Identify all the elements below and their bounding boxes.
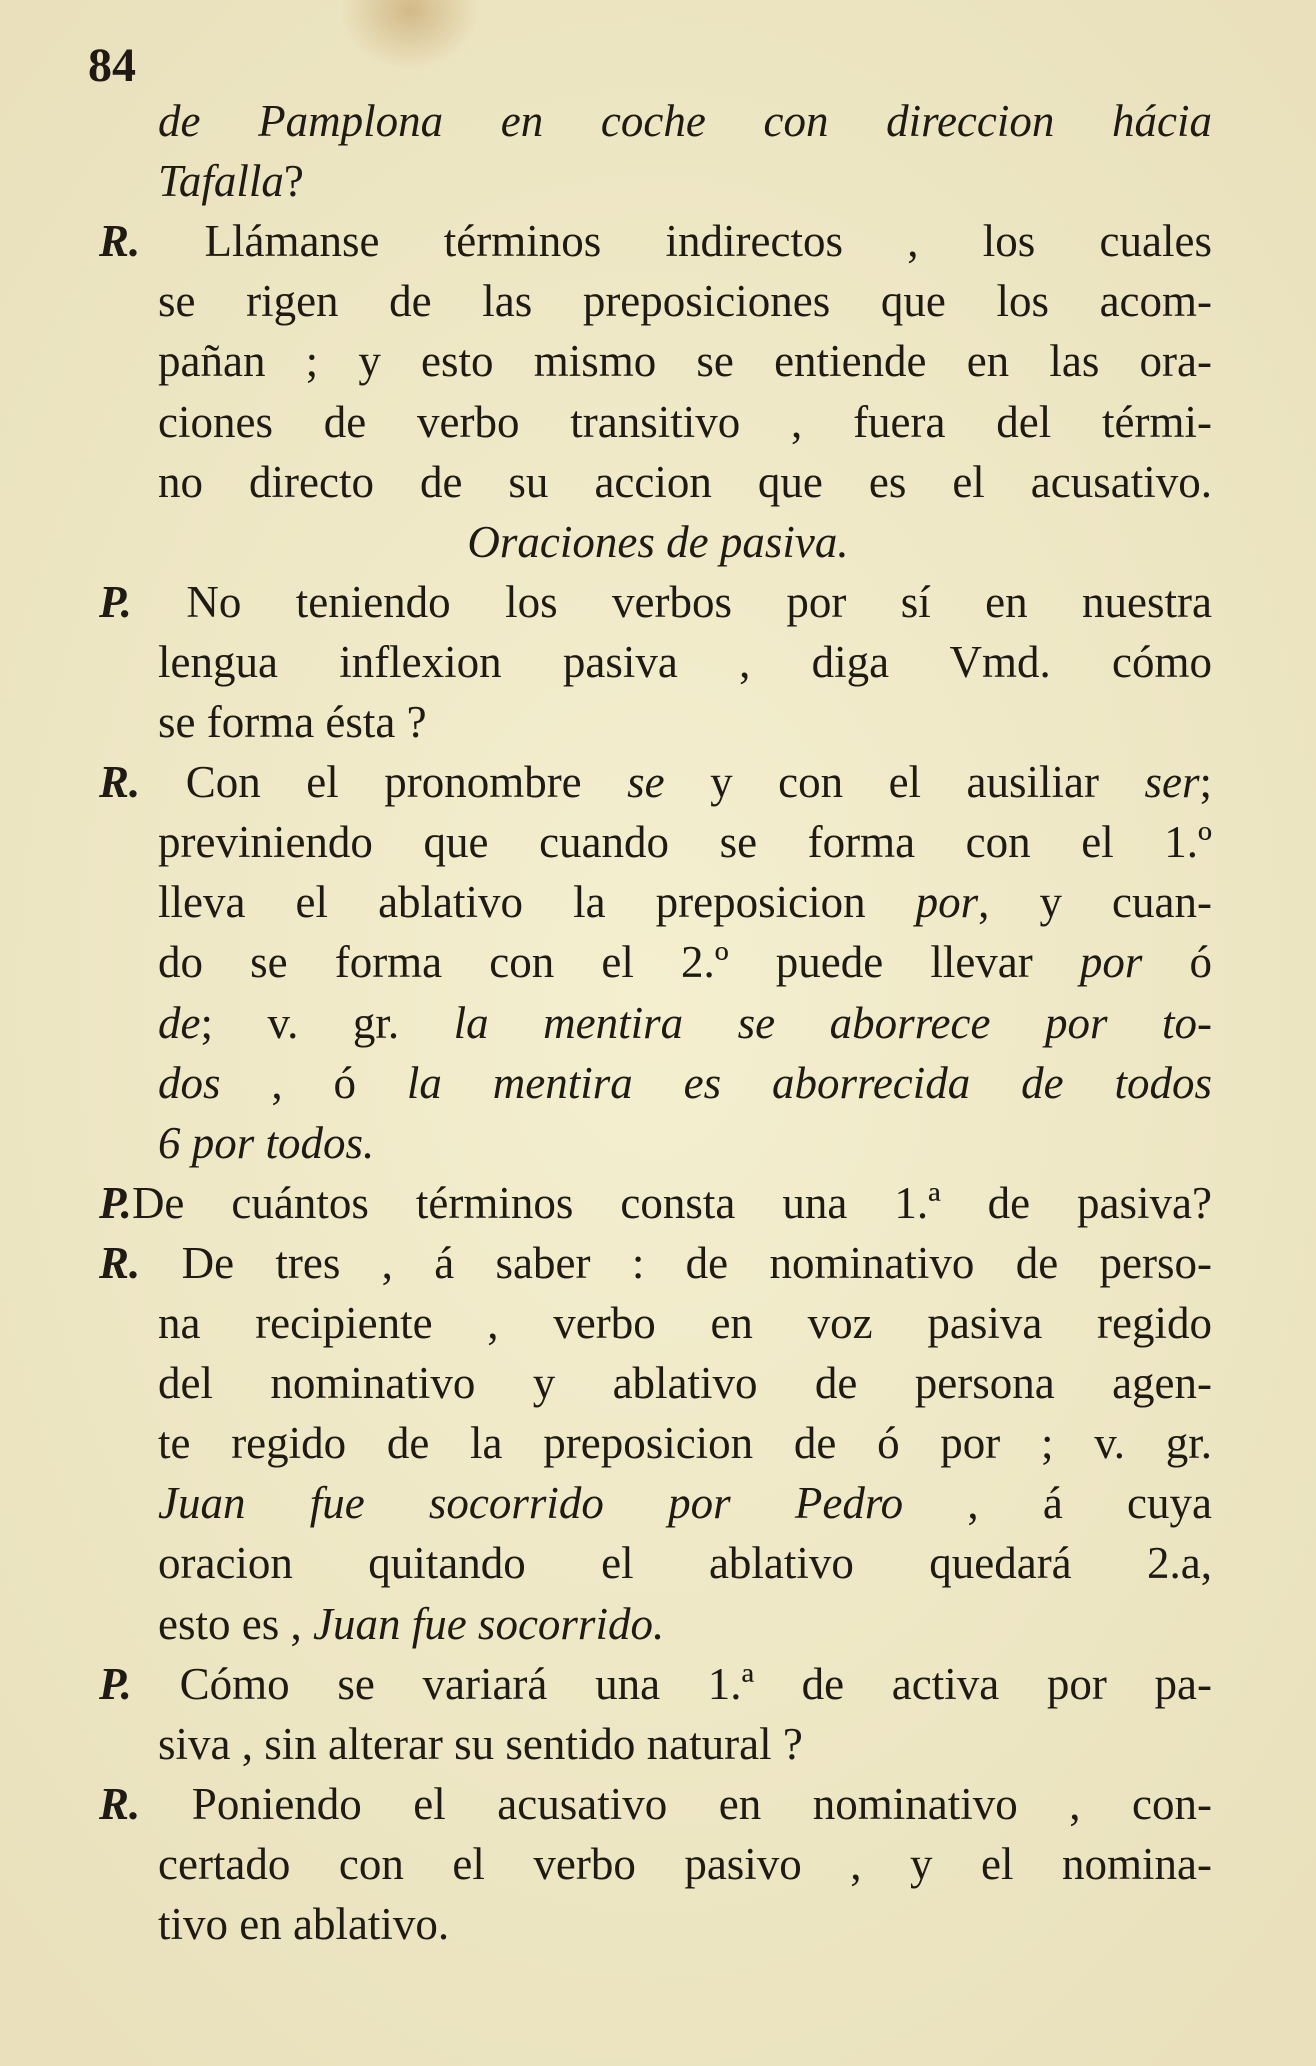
answer-marker: R. — [99, 1237, 141, 1288]
italic-text: ser — [1144, 757, 1200, 808]
italic-text: se — [627, 757, 665, 808]
text-line — [158, 874, 1212, 930]
italic-text: por — [915, 877, 979, 928]
text-segment: siva , sin alterar su sentido natural ? — [158, 1718, 803, 1769]
text-segment: esto es , — [158, 1598, 313, 1649]
text-line — [158, 694, 1212, 750]
text-line — [99, 754, 1212, 810]
text-line — [99, 213, 1212, 269]
text-segment: do se forma con el 2.º puede llevar — [158, 937, 1080, 988]
italic-text: Tafalla — [158, 156, 284, 207]
text-segment: ? — [283, 156, 304, 207]
text-segment: previniendo que cuando se forma con el 1.º — [158, 817, 1212, 868]
question-marker: P. — [99, 576, 132, 627]
answer-marker: R. — [99, 757, 141, 808]
text-line — [158, 1475, 1212, 1531]
italic-text: de — [158, 997, 201, 1048]
text-segment: na recipiente , verbo en voz pasiva regido — [158, 1298, 1212, 1348]
text-segment: , ó — [220, 1057, 407, 1108]
question-marker: P. — [99, 1177, 132, 1228]
text-line — [99, 1235, 1212, 1291]
text-segment: te regido de la preposicion de ó por ; v. gr. — [158, 1418, 1212, 1469]
text-line — [158, 1896, 1212, 1952]
text-segment: no directo de su accion que es el acusativo. — [158, 456, 1212, 507]
text-segment: Cómo se variará una 1.ª de activa por pa- — [131, 1658, 1212, 1709]
text-line — [158, 1055, 1212, 1111]
text-line — [158, 454, 1212, 510]
text-segment: ciones de verbo transitivo , fuera del térmi- — [158, 396, 1212, 447]
text-line — [158, 1596, 1212, 1652]
section-heading — [300, 514, 1016, 570]
text-segment: pañan ; y esto mismo se entiende en las ora- — [158, 336, 1212, 387]
italic-text: Oraciones de pasiva. — [467, 516, 849, 567]
text-line — [158, 153, 1212, 209]
text-segment: lleva el ablativo la preposicion — [158, 877, 916, 928]
text-segment: se rigen de las preposiciones que los acom- — [158, 276, 1212, 327]
question-marker: P. — [99, 1658, 132, 1709]
text-segment: Poniendo el acusativo en nominativo , con- — [140, 1778, 1212, 1829]
text-line — [99, 574, 1212, 630]
text-segment: oracion quitando el ablativo quedará 2.a, — [158, 1538, 1212, 1589]
answer-marker: R. — [99, 1778, 141, 1829]
text-line — [158, 634, 1212, 690]
italic-text: dos — [158, 1057, 221, 1108]
text-segment: del nominativo y ablativo de persona agen- — [158, 1358, 1212, 1409]
text-segment: , y cuan- — [978, 877, 1212, 928]
text-segment: , á cuya — [903, 1478, 1213, 1529]
text-segment: ; — [1199, 757, 1213, 808]
text-segment: lengua inflexion pasiva , diga Vmd. cómo — [158, 636, 1212, 687]
text-line — [158, 1355, 1212, 1411]
text-line — [158, 1535, 1212, 1591]
text-segment: y con el ausiliar — [664, 757, 1145, 808]
text-line — [158, 1415, 1212, 1471]
text-segment: certado con el verbo pasivo , y el nomina- — [158, 1838, 1212, 1889]
text-segment: ó — [1142, 937, 1213, 988]
italic-text: Juan fue socorrido por Pedro — [158, 1478, 904, 1529]
text-line — [158, 1716, 1212, 1772]
text-segment: Llámanse términos indirectos , los cuales — [140, 216, 1212, 267]
text-line — [158, 1295, 1212, 1351]
italic-text: la mentira se aborrece por to- — [453, 997, 1212, 1048]
italic-text: por — [1079, 937, 1143, 988]
italic-text: Juan fue socorrido. — [312, 1598, 665, 1649]
page-number: 84 — [88, 39, 136, 92]
text-segment: se forma ésta ? — [158, 697, 427, 747]
text-segment: De cuántos términos consta una 1.ª de pasiva? — [131, 1177, 1212, 1228]
text-segment: Con el pronombre — [140, 757, 628, 808]
answer-marker: R. — [99, 216, 141, 267]
text-line — [158, 333, 1212, 389]
text-line — [158, 934, 1212, 990]
text-segment: tivo en ablativo. — [158, 1899, 450, 1949]
text-line — [158, 1836, 1212, 1892]
text-line — [158, 394, 1212, 450]
italic-text: de Pamplona en coche con direccion hácia — [158, 96, 1212, 146]
text-line — [99, 1175, 1212, 1231]
text-segment: De tres , á saber : de nominativo de perso- — [140, 1237, 1212, 1288]
italic-text: 6 por todos. — [158, 1117, 375, 1168]
text-segment: ; v. gr. — [200, 997, 454, 1048]
text-line — [158, 814, 1212, 870]
text-line — [99, 1656, 1212, 1712]
text-line — [158, 995, 1212, 1051]
italic-text: la mentira es aborrecida de todos — [406, 1057, 1212, 1108]
text-segment: No teniendo los verbos por sí en nuestra — [131, 576, 1212, 627]
text-line — [158, 273, 1212, 329]
text-line — [158, 93, 1212, 149]
text-line — [99, 1776, 1212, 1832]
text-line — [158, 1115, 1212, 1171]
